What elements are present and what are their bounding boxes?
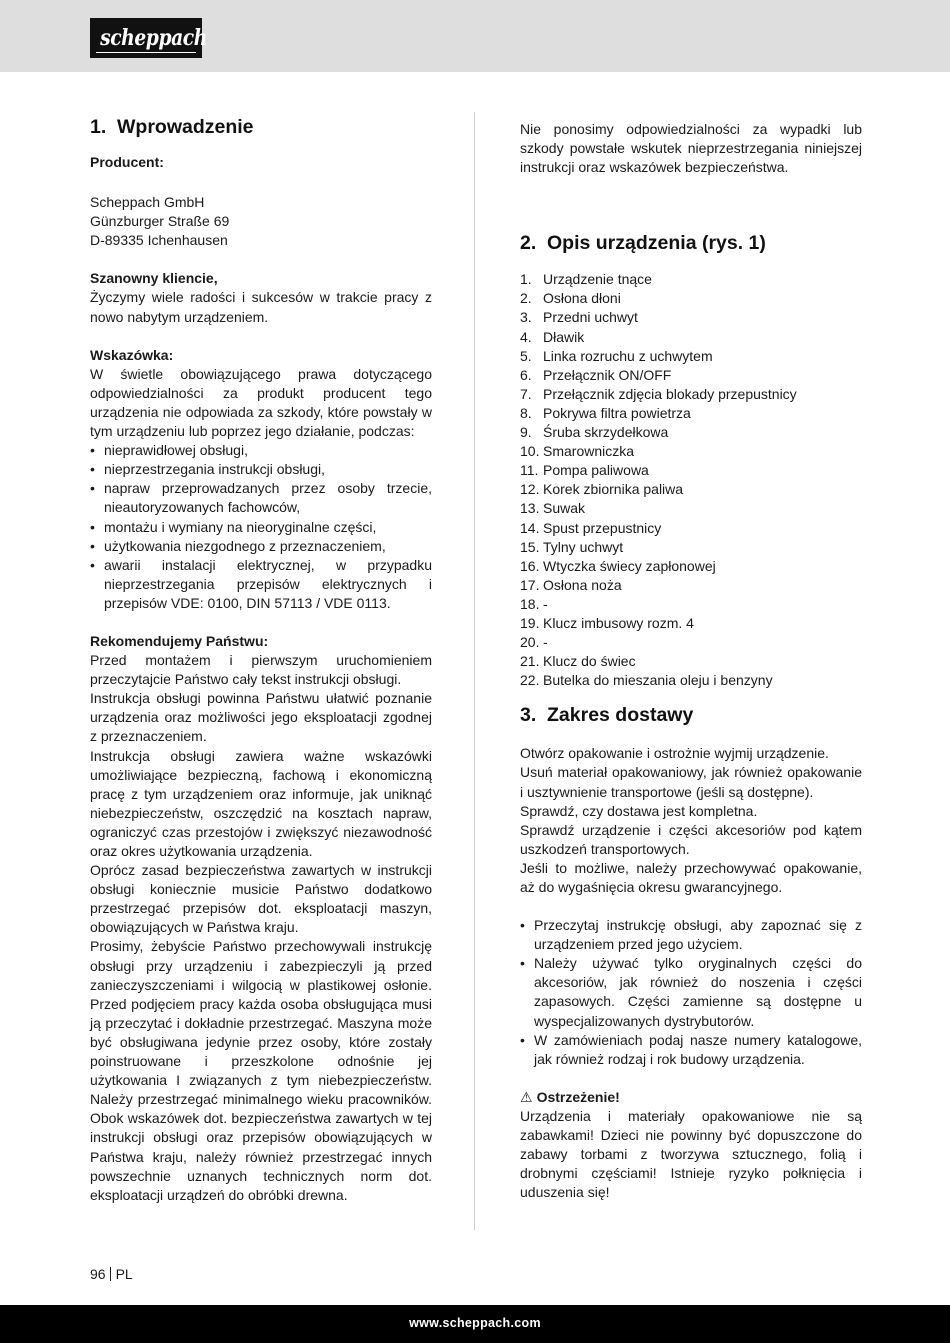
part-number: 13. xyxy=(520,500,540,517)
part-number: 4. xyxy=(520,328,532,345)
warning-text: Urządzenia i materiały opakowaniowe nie są zabawkami! Dzieci nie powinny być dopuszczone do zabawy torbami z tworzywa sztucznego, folią i drobnymi częściami! Istnieje ryzyko połknięcia i uduszenia się! xyxy=(520,1107,862,1201)
list-item xyxy=(520,519,862,538)
part-number: 8. xyxy=(520,404,532,421)
page-number: 96 xyxy=(90,1266,106,1282)
part-number: 11. xyxy=(520,462,539,479)
greeting-text: Życzymy wiele radości i sukcesów w trakcie pracy z nowo nabytym urządzeniem. xyxy=(90,289,432,325)
part-name: Osłona noża xyxy=(543,576,622,593)
scheppach-logo xyxy=(90,18,207,58)
part-number: 10. xyxy=(520,443,540,460)
part-name: Butelka do mieszania oleju i benzyny xyxy=(543,672,773,689)
list-item xyxy=(520,404,862,423)
list-item: • Należy używać tylko oryginalnych części do akcesoriów, jak również do noszenia i części zapasowych. Części zamienne są dostępne u wyspecjalizowanych dystrybutorów. xyxy=(520,954,862,1030)
page-footer xyxy=(90,1266,133,1282)
scope-list xyxy=(520,916,862,1069)
list-item: • nieprzestrzegania instrukcji obsługi, xyxy=(90,460,432,479)
list-item xyxy=(520,289,862,308)
part-number: 12. xyxy=(520,481,540,498)
page-language: PL xyxy=(115,1266,133,1282)
address-line: Scheppach GmbH xyxy=(90,194,205,211)
list-item xyxy=(520,595,862,614)
section-2-title: Opis urządzenia (rys. 1) xyxy=(547,232,766,255)
footer-bar xyxy=(0,1305,950,1343)
list-item: • awarii instalacji elektrycznej, w przypadku nieprzestrzegania przepisów elektrycznych i przepisów VDE: 0100, DIN 57113 / VDE 0113. xyxy=(90,556,432,613)
list-item xyxy=(520,671,862,690)
part-number: 22. xyxy=(520,672,540,689)
list-item xyxy=(520,557,862,576)
list-item xyxy=(520,347,862,366)
list-item: • napraw przeprowadzanych przez osoby trzecie, nieautoryzowanych fachowców, xyxy=(90,479,432,517)
recommend-paragraph: Instrukcja obsługi powinna Państwu ułatwić poznanie urządzenia oraz możliwości jego eksploatacji zgodnej z przeznaczeniem. xyxy=(90,690,432,745)
part-number: 21. xyxy=(520,653,540,670)
part-number: 19. xyxy=(520,614,540,631)
list-item xyxy=(520,576,862,595)
scope-line: Usuń materiał opakowaniowy, jak również opakowanie i usztywnienie transportowe (jeśli są dostępne). xyxy=(520,764,862,800)
recommend-paragraph: Przed montażem i pierwszym uruchomieniem przeczytajcie Państwo cały tekst instrukcji obsługi. xyxy=(90,652,432,688)
section-2-number: 2. xyxy=(520,232,537,255)
list-item xyxy=(520,308,862,327)
part-number: 18. xyxy=(520,595,540,612)
list-item xyxy=(520,480,862,499)
list-item xyxy=(520,328,862,347)
part-name: Wtyczka świecy zapłonowej xyxy=(543,557,716,574)
liability-text: Nie ponosimy odpowiedzialności za wypadki lub szkody powstałe wskutek nieprzestrzegania niniejszej instrukcji oraz wskazówek bezpieczeństwa. xyxy=(520,121,862,176)
list-item xyxy=(520,499,862,518)
part-name: Śruba skrzydełkowa xyxy=(543,424,669,441)
warning-heading xyxy=(520,1088,862,1107)
part-number: 16. xyxy=(520,557,540,574)
section-1-heading xyxy=(90,114,432,140)
list-item xyxy=(520,366,862,385)
part-number: 17. xyxy=(520,576,540,593)
part-number: 7. xyxy=(520,385,532,402)
right-column xyxy=(520,114,862,1202)
note-list xyxy=(90,441,432,613)
list-item xyxy=(520,538,862,557)
address-line: D-89335 Ichenhausen xyxy=(90,232,228,249)
website-link[interactable]: www.scheppach.com xyxy=(409,1316,541,1330)
list-item xyxy=(520,461,862,480)
footer-separator xyxy=(110,1267,111,1281)
list-item: • W zamówieniach podaj nasze numery katalogowe, jak również rodzaj i rok budowy urządzenia. xyxy=(520,1031,862,1069)
warning-triangle-icon: ⚠ xyxy=(520,1088,533,1105)
recommend-paragraph: Oprócz zasad bezpieczeństwa zawartych w instrukcji obsługi koniecznie musicie Państwo dodatkowo przestrzegać przepisów dot. eksploatacji maszyn, obowiązujących w Państwa kraju. xyxy=(90,862,432,936)
list-item: • montażu i wymiany na nieoryginalne części, xyxy=(90,518,432,537)
part-number: 9. xyxy=(520,424,532,441)
logo-underline xyxy=(96,52,196,53)
address-line: Günzburger Straße 69 xyxy=(90,213,230,230)
section-1-title: Wprowadzenie xyxy=(117,116,254,138)
list-item: • Przeczytaj instrukcję obsługi, aby zapoznać się z urządzeniem przed jego użyciem. xyxy=(520,916,862,954)
part-name: Tylny uchwyt xyxy=(543,538,624,555)
section-1-number: 1. xyxy=(90,116,107,138)
list-item: • użytkowania niezgodnego z przeznaczeniem, xyxy=(90,537,432,556)
scope-line: Sprawdź urządzenie i części akcesoriów pod kątem uszkodzeń transportowych. xyxy=(520,821,862,857)
part-name: - xyxy=(543,634,548,651)
part-name: Urządzenie tnące xyxy=(543,271,652,288)
part-number: 1. xyxy=(520,271,532,288)
part-number: 15. xyxy=(520,538,540,555)
part-name: - xyxy=(543,595,548,612)
part-name: Klucz imbusowy rozm. 4 xyxy=(543,614,694,631)
note-title: Wskazówka: xyxy=(90,346,174,363)
scope-line: Otwórz opakowanie i ostrożnie wyjmij urządzenie. xyxy=(520,745,829,762)
part-name: Osłona dłoni xyxy=(543,290,621,307)
part-name: Pokrywa filtra powietrza xyxy=(543,404,691,421)
part-name: Korek zbiornika paliwa xyxy=(543,481,684,498)
list-item xyxy=(520,633,862,652)
section-2-heading xyxy=(520,230,862,256)
part-name: Pompa paliwowa xyxy=(543,462,649,479)
header-bar xyxy=(0,0,950,72)
recommend-title: Rekomendujemy Państwu: xyxy=(90,632,269,649)
note-text: W świetle obowiązującego prawa dotyczącego odpowiedzialności za produkt producent tego urządzenia nie odpowiada za szkody, które powstały w tym urządzeniu lub poprzez jego działanie, podczas: xyxy=(90,365,432,440)
list-item xyxy=(520,652,862,671)
left-column xyxy=(90,114,432,1205)
part-name: Przełącznik zdjęcia blokady przepustnicy xyxy=(543,385,797,402)
part-number: 14. xyxy=(520,519,540,536)
part-name: Suwak xyxy=(543,500,586,517)
list-item xyxy=(520,442,862,461)
section-3-heading xyxy=(520,702,862,728)
part-name: Przełącznik ON/OFF xyxy=(543,366,672,383)
part-number: 3. xyxy=(520,309,532,326)
recommend-paragraph: Prosimy, żebyście Państwo przechowywali instrukcję obsługi przy urządzeniu i zabezpieczyli ją przed zanieczyszczeniami i wilgocią w plastikowej osłonie. Przed podjęciem pracy każda osoba obsługująca musi ją przeczytać i dokładnie przestrzegać. Maszyna może być obsługiwana jedynie przez osoby, które zostały poinstruowane i przeszkolone odnośnie jej użytkowania I związanych z tym niebezpieczeństw. Należy przestrzegać minimalnego wieku pracowników. Obok wskazówek dot. bezpieczeństwa zawartych w tej instrukcji obsługi oraz przepisów obowiązujących w Państwa kraju, należy również przestrzegać innych powszechnie uznanych technicznych norm dot. eksploatacji urządzeń do obróbki drewna. xyxy=(90,938,432,1203)
part-name: Klucz do świec xyxy=(543,653,636,670)
list-item xyxy=(520,614,862,633)
recommend-paragraph: Instrukcja obsługi zawiera ważne wskazówki umożliwiające bezpieczną, fachową i ekonomiczną pracę z tym urządzeniem oraz informuje, jak uniknąć niebezpieczeństw, oszczędzić na kosztach napraw, ograniczyć czas przestojów i zwiększyć niezawodność oraz okres użytkowania urządzenia. xyxy=(90,747,432,859)
logo-text: scheppach xyxy=(100,25,207,51)
section-3-title: Zakres dostawy xyxy=(547,704,694,727)
part-name: Dławik xyxy=(543,328,585,345)
part-number: 20. xyxy=(520,634,540,651)
part-number: 6. xyxy=(520,366,532,383)
section-3-number: 3. xyxy=(520,704,537,727)
scope-line: Sprawdź, czy dostawa jest kompletna. xyxy=(520,802,758,819)
list-item xyxy=(520,423,862,442)
scope-line: Jeśli to możliwe, należy przechowywać opakowanie, aż do wygaśnięcia okresu gwarancyjnego. xyxy=(520,859,862,895)
warning-title: Ostrzeżenie! xyxy=(536,1088,620,1105)
part-name: Przedni uchwyt xyxy=(543,309,638,326)
part-name: Linka rozruchu z uchwytem xyxy=(543,347,713,364)
part-number: 5. xyxy=(520,347,532,364)
part-number: 2. xyxy=(520,290,532,307)
list-item xyxy=(520,270,862,289)
part-name: Spust przepustnicy xyxy=(543,519,662,536)
list-item xyxy=(520,385,862,404)
part-name: Smarowniczka xyxy=(543,443,635,460)
producer-label: Producent: xyxy=(90,154,164,170)
list-item: • nieprawidłowej obsługi, xyxy=(90,441,432,460)
parts-list xyxy=(520,270,862,690)
producer-address xyxy=(90,193,432,250)
column-divider xyxy=(474,112,475,1230)
greeting-title: Szanowny kliencie, xyxy=(90,270,218,287)
